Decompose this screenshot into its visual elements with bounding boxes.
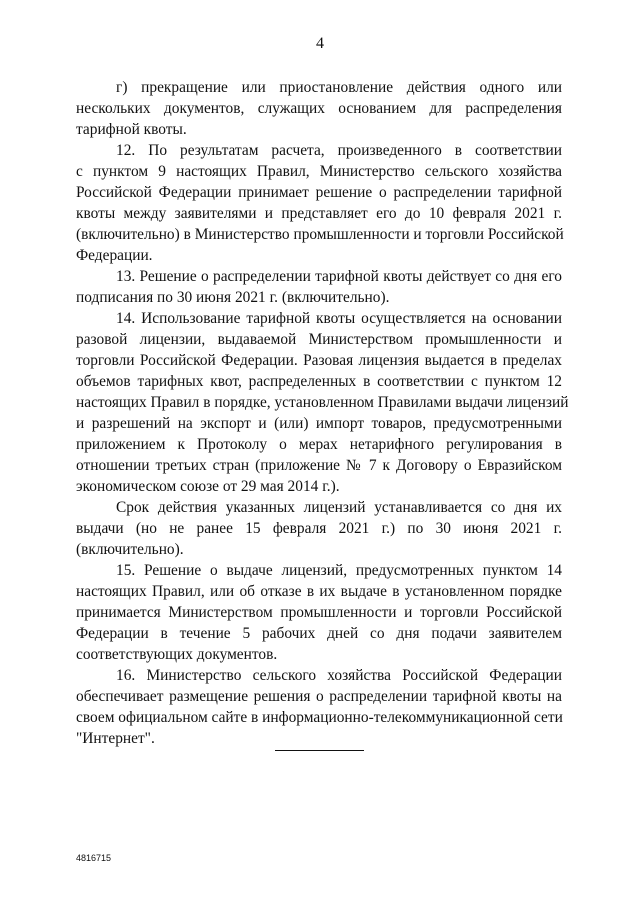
paragraph-line: с пунктом 9 настоящих Правил, Министерство сельского хозяйства [76,163,562,180]
paragraph-line: "Интернет". [76,730,155,747]
paragraph-line: объемов тарифных квот, распределенных в соответствии с пунктом 12 [76,373,562,390]
paragraph-line: нескольких документов, служащих основанием для распределения [76,100,562,117]
paragraph-line: (включительно) в Министерство промышленности и торговли Российской [76,226,564,243]
paragraph-line: соответствующих документов. [76,646,278,663]
paragraph-line: подписания по 30 июня 2021 г. (включительно). [76,289,390,306]
paragraph-line: Срок действия указанных лицензий устанавливается со дня их [116,499,562,516]
paragraph-line: разовой лицензии, выдаваемой Министерством промышленности и [76,331,562,348]
paragraph-line: выдачи (но не ранее 15 февраля 2021 г.) по 30 июня 2021 г. [76,520,562,537]
paragraph-line: настоящих Правил в порядке, установленном Правилами выдачи лицензий [76,394,569,411]
paragraph-line: своем официальном сайте в информационно-телекоммуникационной сети [76,709,563,726]
paragraph-line: обеспечивает размещение решения о распределении тарифной квоты на [76,688,562,705]
paragraph-line: Федерации в течение 5 рабочих дней со дня подачи заявителем [76,625,562,642]
paragraph-line: торговли Российской Федерации. Разовая лицензия выдается в пределах [76,352,562,369]
paragraph-line: настоящих Правил, или об отказе в их выдаче в установленном порядке [76,583,562,600]
paragraph-line: 15. Решение о выдаче лицензий, предусмотренных пунктом 14 [116,562,562,579]
paragraph-line: 12. По результатам расчета, произведенного в соответствии [116,142,562,159]
paragraph-line: квоты между заявителями и представляет его до 10 февраля 2021 г. [76,205,562,222]
paragraph-line: г) прекращение или приостановление действия одного или [116,79,562,96]
document-code: 4816715 [76,853,112,863]
paragraph-line: Федерации. [76,247,153,264]
paragraph-line: экономическом союзе от 29 мая 2014 г.). [76,478,340,495]
paragraph-line: принимается Министерством промышленности и торговли Российской [76,604,562,621]
paragraph-line: и разрешений на экспорт и (или) импорт товаров, предусмотренными [76,415,562,432]
paragraph-line: отношении третьих стран (приложение № 7 к Договору о Евразийском [76,457,562,474]
page-number: 4 [316,35,324,52]
paragraph-line: 14. Использование тарифной квоты осуществляется на основании [116,310,562,327]
paragraph-line: 16. Министерство сельского хозяйства Российской Федерации [116,667,562,684]
paragraph-line: Российской Федерации принимает решение о распределении тарифной [76,184,562,201]
paragraph-line: (включительно). [76,541,184,558]
paragraph-line: тарифной квоты. [76,121,187,138]
paragraph-line: 13. Решение о распределении тарифной квоты действует со дня его [116,268,562,285]
paragraph-line: приложением к Протоколу о мерах нетарифного регулирования в [76,436,562,453]
end-separator-line [275,750,364,751]
